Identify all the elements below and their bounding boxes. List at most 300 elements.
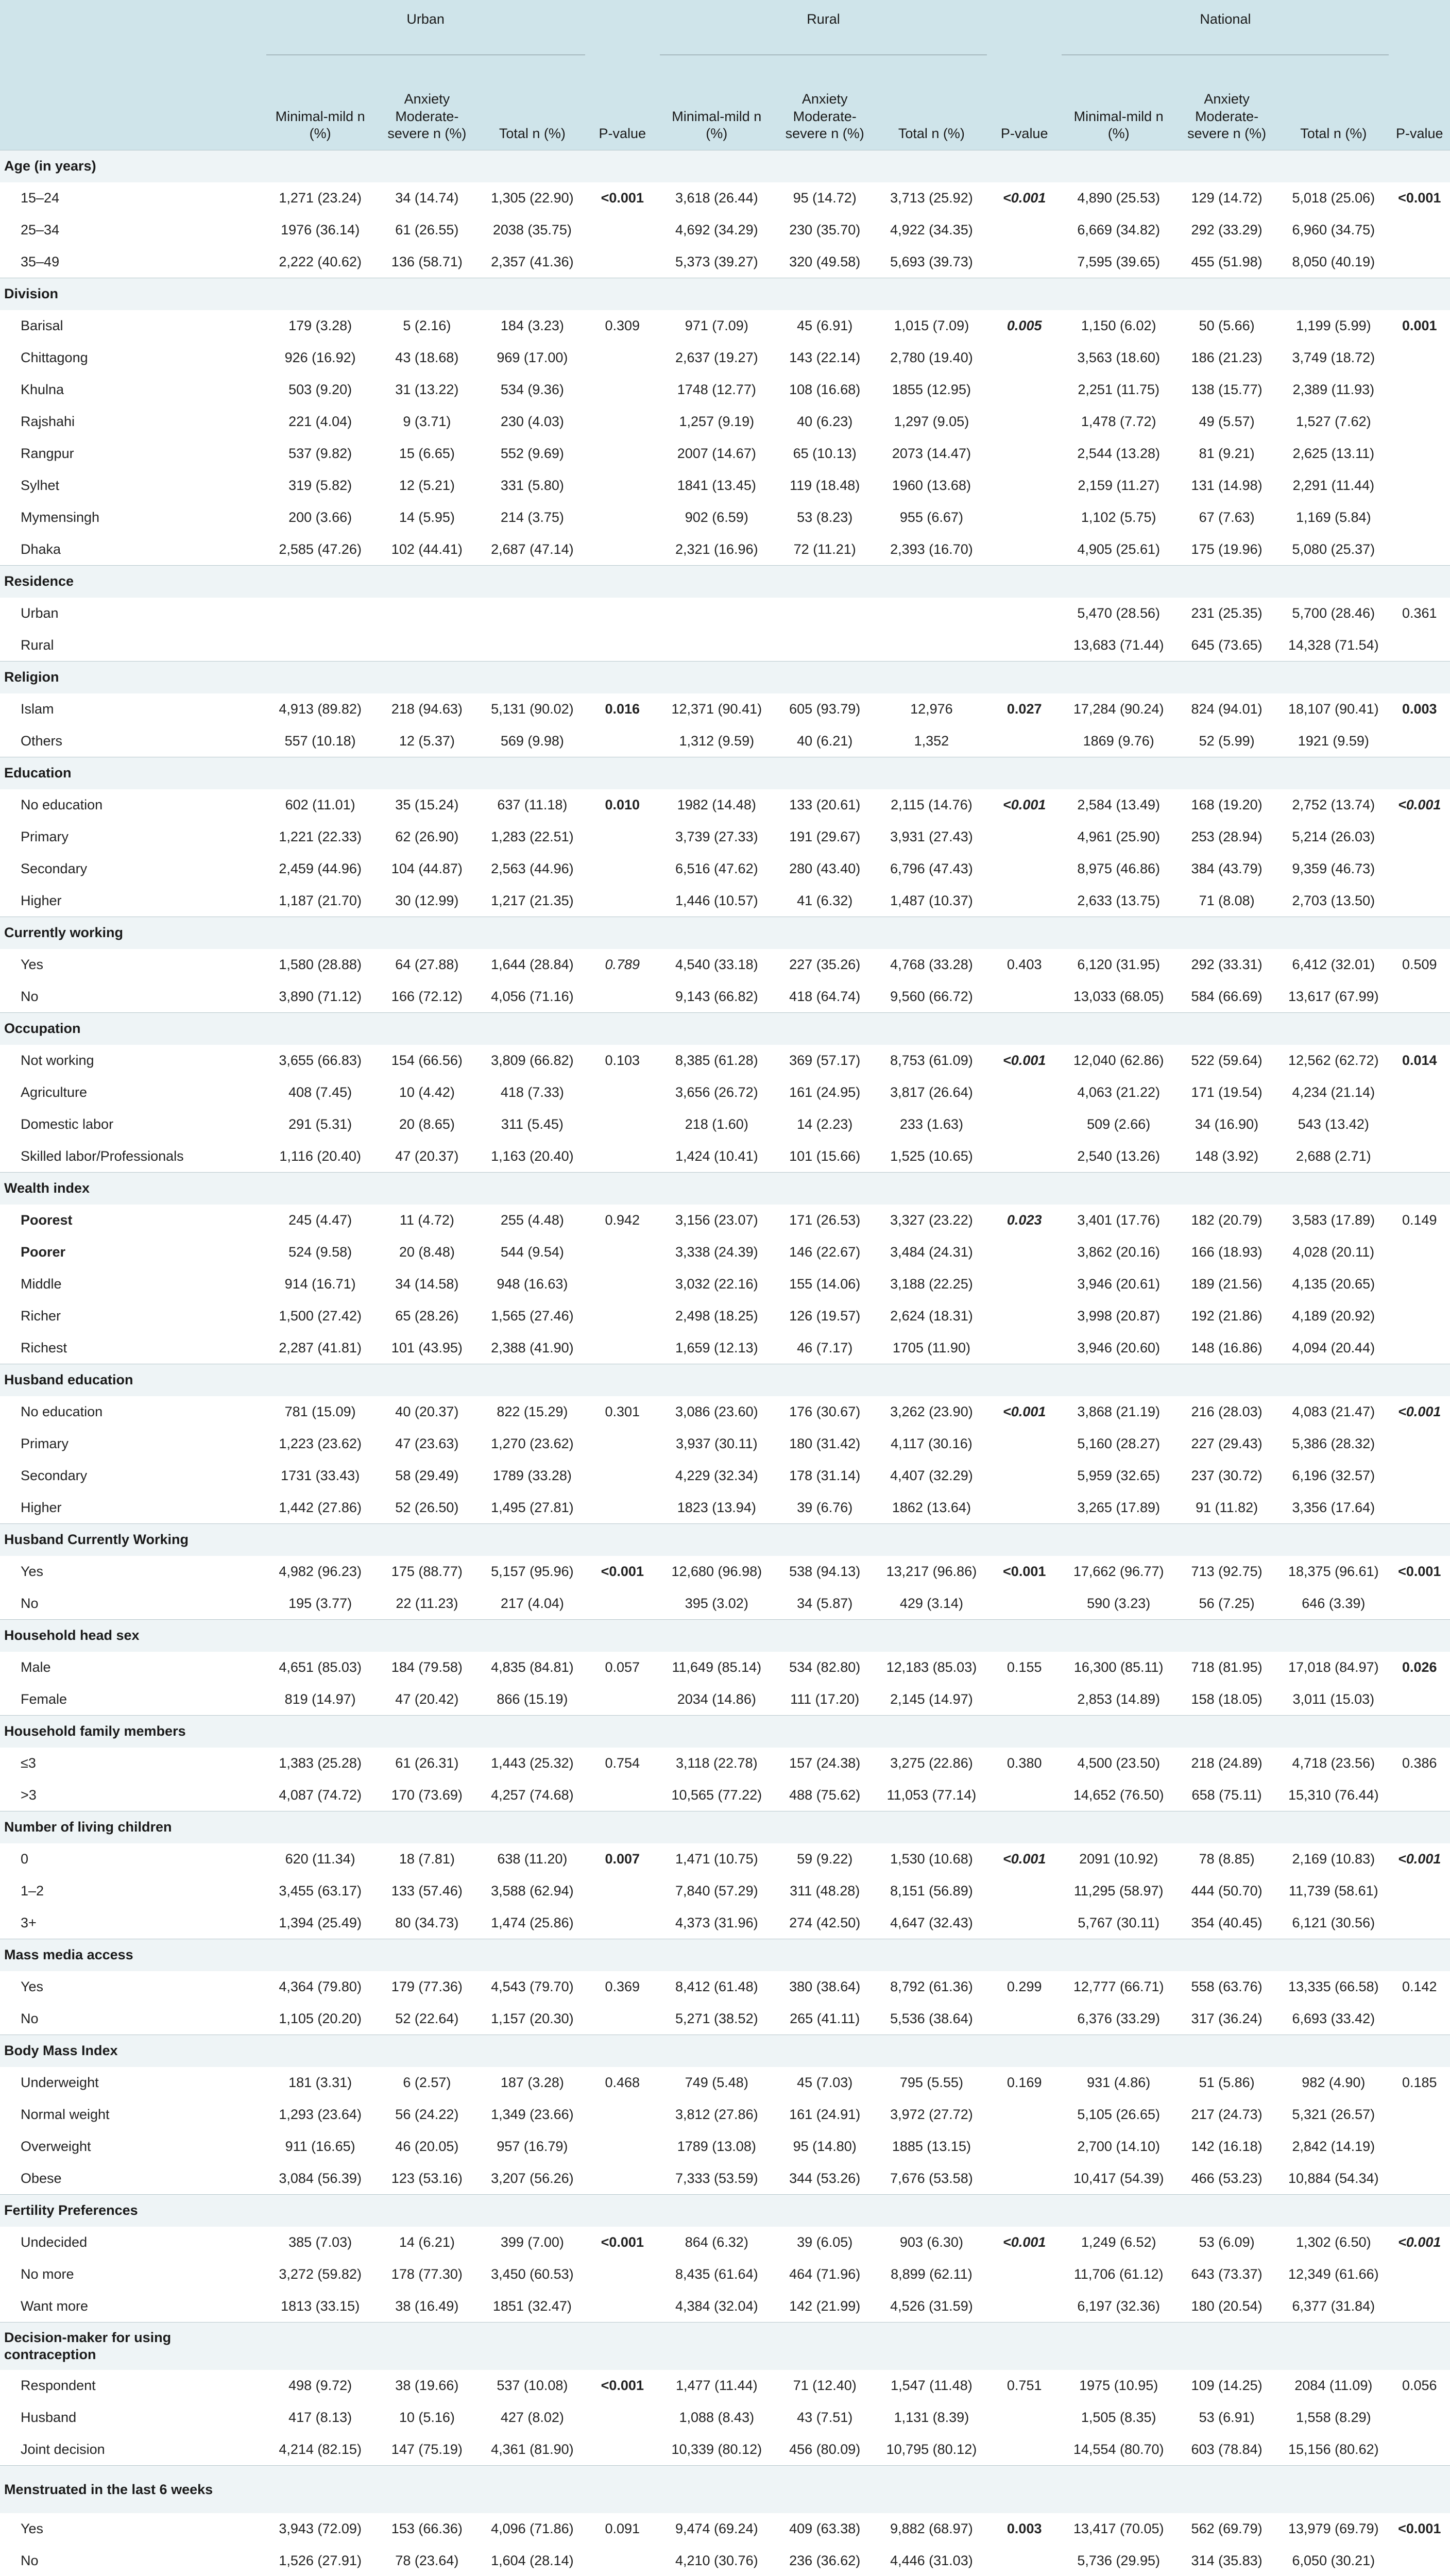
p-value-cell	[987, 374, 1062, 406]
table-cell: 131 (14.98)	[1191, 478, 1263, 493]
table-cell: 43 (7.51)	[797, 2410, 853, 2425]
row-label: No more	[21, 2266, 74, 2282]
table-cell: 5,321 (26.57)	[1292, 2107, 1375, 2122]
table-cell: 274 (42.50)	[789, 1914, 861, 1930]
table-cell: 1851 (32.47)	[492, 2298, 572, 2314]
table-cell: 3,118 (22.78)	[675, 1755, 758, 1771]
table-cell: 7,676 (53.58)	[890, 2170, 973, 2186]
table-cell: 13,617 (67.99)	[1288, 988, 1379, 1004]
p-value-cell	[987, 2434, 1062, 2466]
p-value-cell	[585, 1300, 660, 1332]
table-cell: 2,287 (41.81)	[279, 1340, 362, 1355]
p-value-cell	[987, 534, 1062, 566]
table-cell: 637 (11.18)	[497, 797, 568, 812]
table-cell: 237 (30.72)	[1191, 1468, 1263, 1483]
table-cell: 2,159 (11.27)	[1078, 478, 1159, 493]
group-urban: Urban	[266, 0, 585, 55]
table-cell: 253 (28.94)	[1191, 829, 1263, 844]
table-cell: 2,563 (44.96)	[491, 861, 574, 876]
table-cell: 464 (71.96)	[789, 2266, 861, 2282]
row-label: Agriculture	[21, 1084, 88, 1100]
section-title: Age (in years)	[0, 150, 266, 182]
table-cell: 3,275 (22.86)	[890, 1755, 973, 1771]
table-row	[0, 342, 1450, 374]
table-cell: 3,618 (26.44)	[675, 190, 758, 206]
table-cell: 2084 (11.09)	[1294, 2378, 1373, 2393]
table-cell: 158 (18.05)	[1191, 1691, 1263, 1707]
table-cell: 3,032 (22.16)	[675, 1276, 758, 1292]
table-cell: 50 (5.66)	[1199, 318, 1255, 333]
table-cell: 1,270 (23.62)	[491, 1436, 574, 1451]
table-cell: 522 (59.64)	[1191, 1053, 1263, 1068]
table-cell: 39 (6.76)	[797, 1499, 853, 1515]
p-value-cell: 0.010	[605, 797, 640, 812]
table-row	[0, 182, 1450, 214]
table-cell: 384 (43.79)	[1191, 861, 1263, 876]
table-cell: 4,096 (71.86)	[491, 2521, 574, 2536]
p-value-cell	[1389, 2099, 1450, 2131]
table-cell: 58 (29.49)	[395, 1468, 459, 1483]
table-row	[0, 246, 1450, 278]
table-cell: 168 (19.20)	[1191, 797, 1263, 812]
table-row	[0, 2434, 1450, 2466]
section-header	[0, 2466, 1450, 2513]
table-cell: 72 (11.21)	[793, 541, 856, 557]
p-value-cell	[987, 502, 1062, 534]
table-cell: 40 (20.37)	[395, 1404, 459, 1419]
table-cell: 7,333 (53.59)	[675, 2170, 758, 2186]
table-cell: 161 (24.91)	[789, 2107, 861, 2122]
table-cell: 34 (16.90)	[1195, 1116, 1259, 1132]
table-cell: 4,407 (32.29)	[890, 1468, 973, 1483]
p-value-cell	[585, 1236, 660, 1268]
col-minimal-mild: Minimal-mild n (%)	[1073, 108, 1164, 142]
p-value-cell	[585, 2291, 660, 2323]
p-value-cell	[1389, 885, 1450, 917]
table-body	[0, 150, 1450, 2576]
section-header	[0, 1620, 1450, 1652]
table-cell: 11,739 (58.61)	[1289, 1883, 1378, 1899]
table-cell: 2,625 (13.11)	[1292, 446, 1375, 461]
table-cell: 8,050 (40.19)	[1292, 253, 1375, 269]
table-row	[0, 1141, 1450, 1173]
table-cell: 2034 (14.86)	[677, 1691, 756, 1707]
p-value-cell	[1389, 725, 1450, 757]
table-cell: 409 (63.38)	[789, 2521, 861, 2536]
p-value-cell	[987, 214, 1062, 246]
table-cell: 317 (36.24)	[1191, 2010, 1263, 2026]
table-cell: 292 (33.29)	[1191, 222, 1263, 238]
table-cell: 4,094 (20.44)	[1292, 1340, 1375, 1355]
table-cell: 171 (26.53)	[789, 1212, 861, 1228]
table-row	[0, 1077, 1450, 1109]
table-cell: 2073 (14.47)	[892, 446, 971, 461]
table-cell: 2,291 (11.44)	[1292, 478, 1375, 493]
p-value-cell	[1389, 1588, 1450, 1620]
section-header	[0, 566, 1450, 598]
section-title: Fertility Preferences	[0, 2195, 266, 2227]
table-cell: 5,700 (28.46)	[1292, 605, 1375, 621]
table-cell: 819 (14.97)	[284, 1691, 356, 1707]
table-cell: 1,442 (27.86)	[279, 1499, 362, 1515]
table-cell: 864 (6.32)	[685, 2234, 748, 2250]
table-cell: 14,554 (80.70)	[1073, 2441, 1164, 2457]
table-cell: 4,028 (20.11)	[1292, 1244, 1375, 1260]
table-cell: 5,736 (29.95)	[1077, 2552, 1160, 2568]
row-label: No	[21, 2552, 39, 2568]
row-label: Want more	[21, 2298, 89, 2314]
table-cell: 148 (3.92)	[1195, 1148, 1259, 1164]
table-cell: 53 (8.23)	[797, 510, 853, 525]
p-value-cell	[1389, 438, 1450, 470]
table-row	[0, 2131, 1450, 2163]
table-cell: 230 (35.70)	[789, 222, 861, 238]
p-value-cell: 0.361	[1402, 605, 1437, 621]
p-value-cell: 0.509	[1402, 957, 1437, 972]
table-cell: 46 (7.17)	[797, 1340, 853, 1355]
section-title: Number of living children	[0, 1811, 266, 1843]
table-cell	[374, 598, 480, 630]
row-label: Rangpur	[21, 446, 74, 461]
p-value-cell	[1389, 2131, 1450, 2163]
table-cell: 3,749 (18.72)	[1292, 350, 1375, 365]
table-cell: 982 (4.90)	[1302, 2075, 1366, 2090]
row-label: >3	[21, 1787, 37, 1803]
table-cell: 749 (5.48)	[685, 2075, 748, 2090]
table-cell: 903 (6.30)	[899, 2234, 963, 2250]
table-cell: 175 (19.96)	[1191, 541, 1263, 557]
p-value-cell	[1389, 2434, 1450, 2466]
table-cell: 4,922 (34.35)	[890, 222, 973, 238]
p-value-cell: <0.001	[1398, 1564, 1441, 1579]
table-cell: 8,385 (61.28)	[675, 1053, 758, 1068]
row-label: No	[21, 2010, 39, 2026]
table-row	[0, 2099, 1450, 2131]
table-cell: 148 (16.86)	[1191, 1340, 1263, 1355]
p-value-cell	[1389, 630, 1450, 662]
p-value-cell: 0.751	[1007, 2378, 1042, 2393]
row-label: Rural	[21, 637, 54, 653]
p-value-cell	[987, 2131, 1062, 2163]
table-cell: 2,321 (16.96)	[675, 541, 758, 557]
table-cell: 12,040 (62.86)	[1073, 1053, 1164, 1068]
p-value-cell: <0.001	[1398, 1404, 1441, 1419]
row-label: 3+	[21, 1914, 37, 1930]
section-title: Mass media access	[0, 1939, 266, 1971]
table-cell: 4,718 (23.56)	[1292, 1755, 1375, 1771]
p-value-cell: 0.003	[1402, 701, 1437, 717]
table-cell: 4,651 (85.03)	[279, 1659, 362, 1675]
table-cell: 53 (6.91)	[1199, 2410, 1255, 2425]
table-row	[0, 1875, 1450, 1907]
row-label: Domestic labor	[21, 1116, 114, 1132]
table-cell: 902 (6.59)	[685, 510, 748, 525]
table-cell: 4,982 (96.23)	[279, 1564, 362, 1579]
table-cell: 31 (13.22)	[395, 382, 459, 397]
table-cell: 184 (3.23)	[500, 318, 564, 333]
table-cell: 1,088 (8.43)	[679, 2410, 755, 2425]
table-cell: 1,500 (27.42)	[279, 1308, 362, 1324]
table-cell: 2,624 (18.31)	[890, 1308, 973, 1324]
table-cell: 4,905 (25.61)	[1077, 541, 1160, 557]
table-cell: 713 (92.75)	[1191, 1564, 1263, 1579]
table-row	[0, 2227, 1450, 2259]
table-cell: 10,417 (54.39)	[1073, 2170, 1164, 2186]
table-cell: 1813 (33.15)	[281, 2298, 360, 2314]
row-label: Yes	[21, 1979, 44, 1994]
row-label: 35–49	[21, 253, 60, 269]
table-cell: 3,998 (20.87)	[1077, 1308, 1160, 1324]
p-value-cell	[585, 2003, 660, 2035]
table-cell: 1862 (13.64)	[892, 1499, 971, 1515]
table-cell: 320 (49.58)	[789, 253, 861, 269]
table-cell: 1,565 (27.46)	[491, 1308, 574, 1324]
table-cell: 15,156 (80.62)	[1288, 2441, 1379, 2457]
table-cell: 2,842 (14.19)	[1292, 2139, 1375, 2154]
table-cell: 49 (5.57)	[1199, 414, 1255, 429]
p-value-cell	[987, 725, 1062, 757]
table-cell: 6,669 (34.82)	[1077, 222, 1160, 238]
p-value-cell	[1389, 1141, 1450, 1173]
table-cell: 1921 (9.59)	[1298, 733, 1369, 749]
table-cell: 456 (80.09)	[789, 2441, 861, 2457]
table-cell: 429 (3.14)	[899, 1595, 963, 1611]
p-value-cell	[585, 2402, 660, 2434]
p-value-cell	[1389, 821, 1450, 853]
table-cell: 4,257 (74.68)	[491, 1787, 574, 1803]
table-cell: 192 (21.86)	[1191, 1308, 1263, 1324]
table-cell: 643 (73.37)	[1191, 2266, 1263, 2282]
table-row	[0, 1332, 1450, 1364]
table-cell: 385 (7.03)	[288, 2234, 352, 2250]
table-cell: 444 (50.70)	[1191, 1883, 1263, 1899]
table-cell: 95 (14.80)	[793, 2139, 857, 2154]
table-cell: 126 (19.57)	[789, 1308, 861, 1324]
p-value-cell	[987, 1236, 1062, 1268]
table-row	[0, 502, 1450, 534]
table-cell: 6,121 (30.56)	[1292, 1914, 1375, 1930]
table-cell: 17,662 (96.77)	[1073, 1564, 1164, 1579]
table-cell: 544 (9.54)	[500, 1244, 564, 1260]
p-value-cell	[585, 981, 660, 1013]
table-cell: 354 (40.45)	[1191, 1914, 1263, 1930]
table-cell: 509 (2.66)	[1087, 1116, 1151, 1132]
table-cell: 155 (14.06)	[789, 1276, 861, 1292]
p-value-cell	[585, 406, 660, 438]
p-value-cell	[585, 374, 660, 406]
col-moderate-severe: Anxiety Moderate-severe n (%)	[387, 91, 467, 142]
col-total: Total n (%)	[499, 126, 566, 142]
p-value-cell: 0.155	[1007, 1659, 1042, 1675]
table-cell: 12,183 (85.03)	[886, 1659, 977, 1675]
table-cell: 5,214 (26.03)	[1292, 829, 1375, 844]
row-label: Yes	[21, 2521, 44, 2536]
row-label: Female	[21, 1691, 67, 1707]
table-cell: 488 (75.62)	[789, 1787, 861, 1803]
p-value-cell: <0.001	[1398, 1851, 1441, 1867]
section-title: Wealth index	[0, 1173, 266, 1205]
table-row	[0, 2067, 1450, 2099]
table-cell: 20 (8.65)	[399, 1116, 455, 1132]
p-value-cell	[1389, 1428, 1450, 1460]
table-cell: 3,327 (23.22)	[890, 1212, 973, 1228]
table-cell: 1975 (10.95)	[1079, 2378, 1158, 2393]
table-cell: 795 (5.55)	[899, 2075, 963, 2090]
section-header	[0, 1524, 1450, 1556]
p-value-cell	[1389, 2163, 1450, 2195]
table-cell: 13,033 (68.05)	[1073, 988, 1164, 1004]
table-cell: 3,265 (17.89)	[1077, 1499, 1160, 1515]
p-value-cell	[585, 2434, 660, 2466]
table-cell: 5,105 (26.65)	[1077, 2107, 1160, 2122]
table-cell: 4,135 (20.65)	[1292, 1276, 1375, 1292]
p-value-cell: 0.754	[605, 1755, 640, 1771]
table-cell: 4,083 (21.47)	[1292, 1404, 1375, 1419]
table-row	[0, 1109, 1450, 1141]
table-cell: 56 (24.22)	[395, 2107, 459, 2122]
table-cell: 15,310 (76.44)	[1288, 1787, 1379, 1803]
row-label: Yes	[21, 1564, 44, 1579]
table-cell: 319 (5.82)	[288, 478, 352, 493]
table-cell	[266, 630, 374, 662]
p-value-cell	[987, 2003, 1062, 2035]
table-cell: 1,394 (25.49)	[279, 1914, 362, 1930]
table-row	[0, 1971, 1450, 2003]
table-cell: 101 (43.95)	[391, 1340, 463, 1355]
table-cell: 11 (4.72)	[399, 1212, 454, 1228]
table-cell: 503 (9.20)	[288, 382, 352, 397]
table-cell: 182 (20.79)	[1191, 1212, 1263, 1228]
section-title: Decision-maker for using contraception	[0, 2323, 266, 2370]
table-cell: 2,752 (13.74)	[1292, 797, 1375, 812]
table-cell: 1,293 (23.64)	[279, 2107, 362, 2122]
table-cell: 1,349 (23.66)	[491, 2107, 574, 2122]
p-value-cell: <0.001	[601, 190, 644, 206]
p-value-cell: 0.309	[605, 318, 640, 333]
row-label: Obese	[21, 2170, 62, 2186]
table-cell: 3,809 (66.82)	[491, 1053, 574, 1068]
table-cell: 1823 (13.94)	[677, 1499, 756, 1515]
p-value-cell: 0.299	[1007, 1979, 1042, 1994]
table-cell: 18,375 (96.61)	[1288, 1564, 1379, 1579]
table-cell: 123 (53.16)	[391, 2170, 463, 2186]
table-cell: 3,937 (30.11)	[675, 1436, 758, 1451]
table-cell: 2,388 (41.90)	[491, 1340, 574, 1355]
table-cell: 1,547 (11.48)	[891, 2378, 973, 2393]
table-cell: 314 (35.83)	[1191, 2552, 1263, 2568]
table-cell: 53 (6.09)	[1199, 2234, 1255, 2250]
table-cell: 718 (81.95)	[1191, 1659, 1263, 1675]
table-row	[0, 534, 1450, 566]
p-value-cell	[585, 1780, 660, 1811]
p-value-cell	[585, 1268, 660, 1300]
row-label: Undecided	[21, 2234, 88, 2250]
table-cell: 221 (4.04)	[288, 414, 352, 429]
section-title: Residence	[0, 566, 266, 598]
table-cell: 6,196 (32.57)	[1292, 1468, 1375, 1483]
table-cell: 931 (4.86)	[1087, 2075, 1151, 2090]
table-cell: 6,960 (34.75)	[1292, 222, 1375, 238]
section-header	[0, 1939, 1450, 1971]
table-row	[0, 789, 1450, 821]
table-cell: 395 (3.02)	[685, 1595, 748, 1611]
row-label: Richest	[21, 1340, 67, 1355]
table-cell: 78 (8.85)	[1199, 1851, 1255, 1867]
p-value-cell: 0.169	[1007, 2075, 1042, 2090]
col-minimal-mild: Minimal-mild n (%)	[275, 108, 365, 142]
table-cell: 3,262 (23.90)	[890, 1404, 973, 1419]
table-cell: 781 (15.09)	[284, 1404, 356, 1419]
table-cell: 181 (3.31)	[288, 2075, 352, 2090]
table-cell: 1,530 (10.68)	[890, 1851, 973, 1867]
table-cell: 13,683 (71.44)	[1073, 637, 1164, 653]
table-row	[0, 1300, 1450, 1332]
row-label: Urban	[21, 605, 59, 621]
table-cell: 2,584 (13.49)	[1077, 797, 1160, 812]
p-value-cell: <0.001	[1003, 2234, 1046, 2250]
table-cell: 1,659 (12.13)	[675, 1340, 758, 1355]
table-row	[0, 949, 1450, 981]
table-cell: 926 (16.92)	[284, 350, 356, 365]
table-cell: 1,297 (9.05)	[894, 414, 969, 429]
table-cell: 1841 (13.45)	[677, 478, 756, 493]
p-value-cell	[1389, 214, 1450, 246]
table-cell: 34 (14.58)	[395, 1276, 459, 1292]
table-cell: 154 (66.56)	[391, 1053, 463, 1068]
row-label: Primary	[21, 829, 69, 844]
table-cell: 5,157 (95.96)	[491, 1564, 574, 1579]
p-value-cell	[1389, 406, 1450, 438]
section-header	[0, 2323, 1450, 2370]
table-cell: 35 (15.24)	[395, 797, 459, 812]
col-p-value: P-value	[1000, 126, 1048, 142]
p-value-cell	[987, 1109, 1062, 1141]
table-cell: 4,961 (25.90)	[1077, 829, 1160, 844]
p-value-cell	[585, 1428, 660, 1460]
p-value-cell	[987, 1077, 1062, 1109]
table-cell	[876, 630, 987, 662]
table-cell: 179 (3.28)	[288, 318, 352, 333]
table-cell: 417 (8.13)	[288, 2410, 352, 2425]
p-value-cell	[1389, 853, 1450, 885]
row-label: No	[21, 1595, 39, 1611]
table-cell: 455 (51.98)	[1191, 253, 1263, 269]
table-cell: 6,120 (31.95)	[1077, 957, 1160, 972]
table-row	[0, 1236, 1450, 1268]
table-cell: 418 (64.74)	[789, 988, 861, 1004]
table-cell: 1,558 (8.29)	[1296, 2410, 1371, 2425]
table-cell: 584 (66.69)	[1191, 988, 1263, 1004]
table-row	[0, 1652, 1450, 1684]
table-cell: 4,361 (81.90)	[491, 2441, 574, 2457]
table-cell: 5,018 (25.06)	[1292, 190, 1375, 206]
table-cell: 22 (11.23)	[396, 1595, 458, 1611]
table-cell: 5,693 (39.73)	[890, 253, 973, 269]
table-cell: 620 (11.34)	[285, 1851, 355, 1867]
table-cell: 119 (18.48)	[790, 478, 860, 493]
table-cell: 4,692 (34.29)	[675, 222, 758, 238]
table-cell: 291 (5.31)	[288, 1116, 352, 1132]
p-value-cell: 0.369	[605, 1979, 640, 1994]
row-label: No	[21, 988, 39, 1004]
p-value-cell	[1389, 1492, 1450, 1524]
table-cell: 369 (57.17)	[789, 1053, 861, 1068]
p-value-cell	[1389, 374, 1450, 406]
table-cell: 227 (29.43)	[1191, 1436, 1263, 1451]
table-cell: 1885 (13.15)	[892, 2139, 971, 2154]
table-cell: 9,560 (66.72)	[890, 988, 973, 1004]
p-value-cell	[1389, 1907, 1450, 1939]
